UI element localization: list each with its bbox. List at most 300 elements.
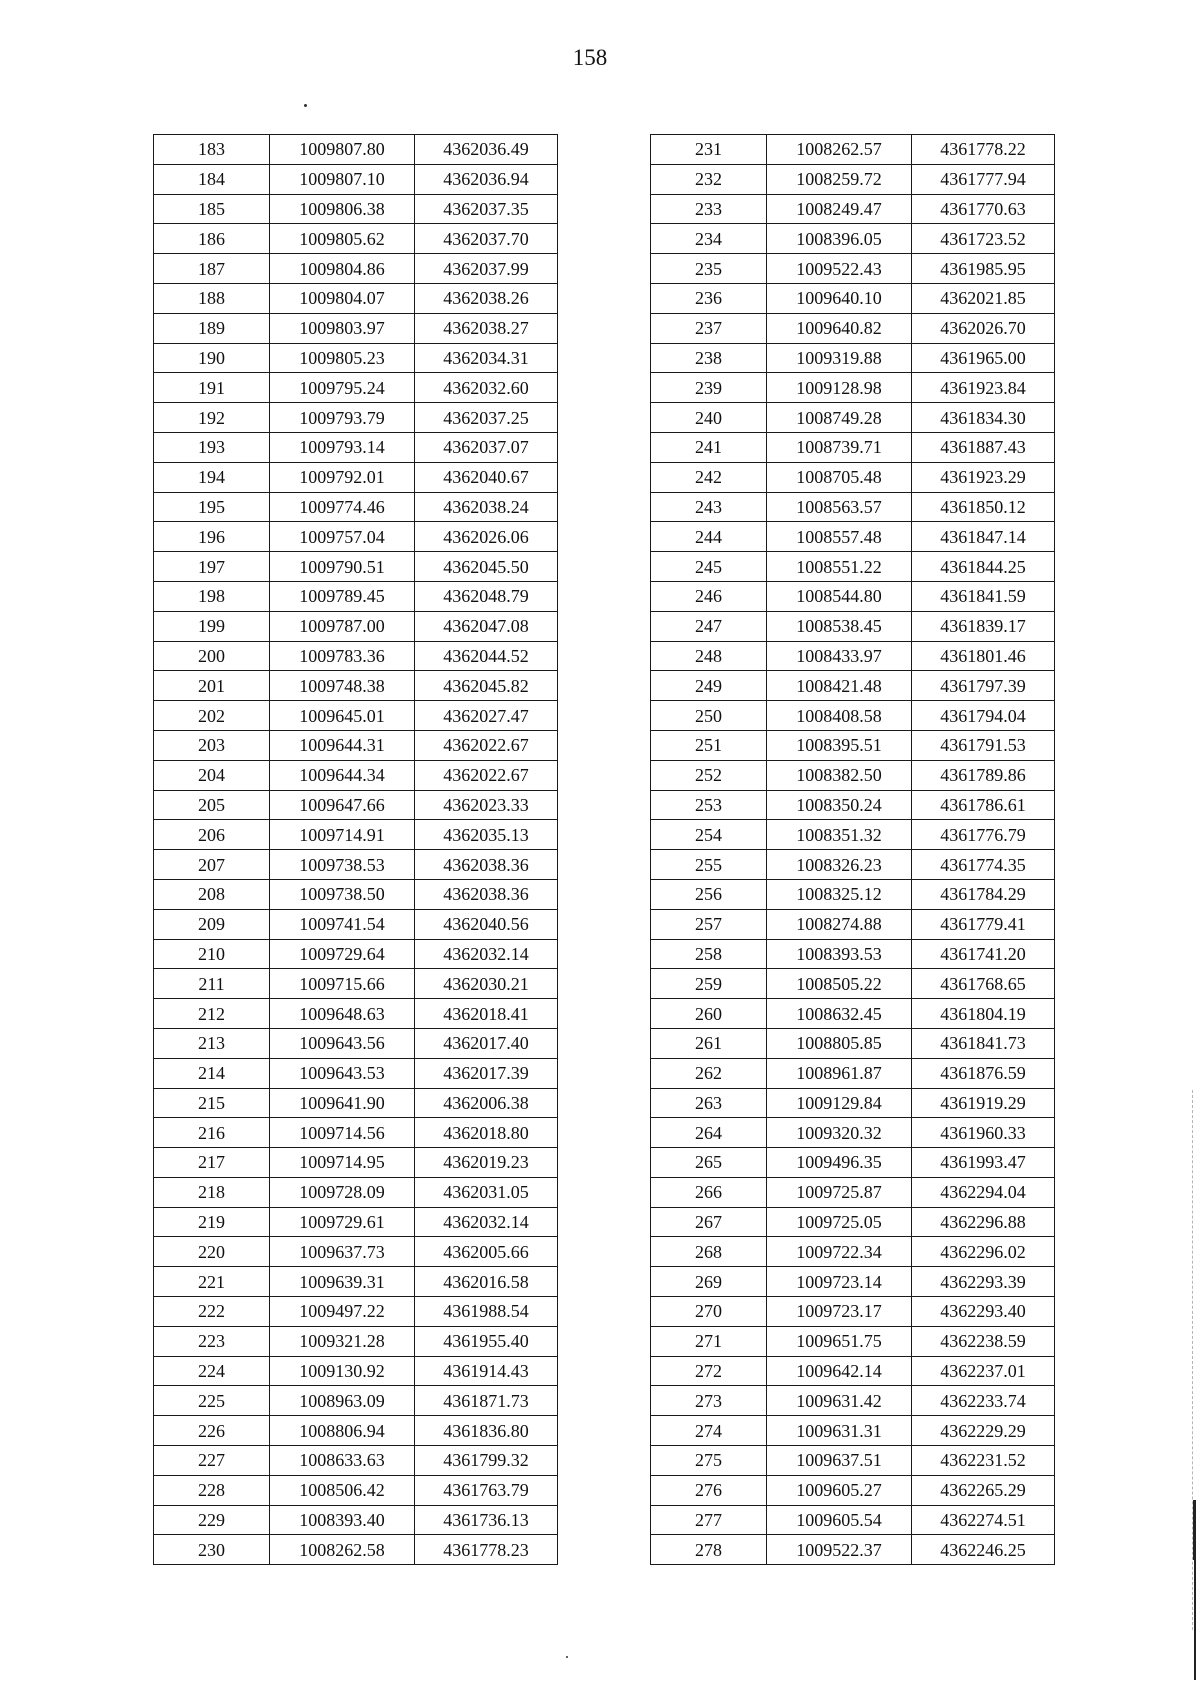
- table-row: [154, 194, 558, 224]
- y-coordinate-cell: 4362026.06: [415, 522, 558, 552]
- y-coordinate-cell: 4361741.20: [912, 939, 1055, 969]
- x-coordinate-cell: 1008544.80: [767, 581, 912, 611]
- x-coordinate-cell: 1009631.42: [767, 1386, 912, 1416]
- point-number-cell: 205: [154, 790, 270, 820]
- x-coordinate-cell: 1008326.23: [767, 850, 912, 880]
- y-coordinate-cell: 4361778.22: [912, 135, 1055, 165]
- point-number-cell: 271: [651, 1326, 767, 1356]
- x-coordinate-cell: 1009129.84: [767, 1088, 912, 1118]
- point-number-cell: 275: [651, 1446, 767, 1476]
- table-row: [651, 1475, 1055, 1505]
- table-row: [651, 432, 1055, 462]
- x-coordinate-cell: 1009783.36: [270, 641, 415, 671]
- point-number-cell: 273: [651, 1386, 767, 1416]
- table-row: [651, 1505, 1055, 1535]
- point-number-cell: 220: [154, 1237, 270, 1267]
- y-coordinate-cell: 4362044.52: [415, 641, 558, 671]
- x-coordinate-cell: 1009644.31: [270, 730, 415, 760]
- table-row: [154, 730, 558, 760]
- x-coordinate-cell: 1008506.42: [270, 1475, 415, 1505]
- y-coordinate-cell: 4362233.74: [912, 1386, 1055, 1416]
- table-row: [651, 939, 1055, 969]
- x-coordinate-cell: 1008705.48: [767, 462, 912, 492]
- x-coordinate-cell: 1009790.51: [270, 552, 415, 582]
- point-number-cell: 217: [154, 1148, 270, 1178]
- point-number-cell: 251: [651, 730, 767, 760]
- y-coordinate-cell: 4361876.59: [912, 1058, 1055, 1088]
- point-number-cell: 252: [651, 760, 767, 790]
- point-number-cell: 249: [651, 671, 767, 701]
- y-coordinate-cell: 4361768.65: [912, 969, 1055, 999]
- point-number-cell: 206: [154, 820, 270, 850]
- x-coordinate-cell: 1009637.73: [270, 1237, 415, 1267]
- point-number-cell: 209: [154, 909, 270, 939]
- x-coordinate-cell: 1009792.01: [270, 462, 415, 492]
- x-coordinate-cell: 1009793.79: [270, 403, 415, 433]
- table-row: [154, 820, 558, 850]
- point-number-cell: 253: [651, 790, 767, 820]
- y-coordinate-cell: 4361965.00: [912, 343, 1055, 373]
- point-number-cell: 259: [651, 969, 767, 999]
- table-row: [651, 343, 1055, 373]
- x-coordinate-cell: 1009643.56: [270, 1028, 415, 1058]
- table-row: [154, 581, 558, 611]
- point-number-cell: 197: [154, 552, 270, 582]
- y-coordinate-cell: 4362038.26: [415, 283, 558, 313]
- table-row: [154, 1386, 558, 1416]
- table-row: [651, 999, 1055, 1029]
- table-row: [651, 641, 1055, 671]
- point-number-cell: 224: [154, 1356, 270, 1386]
- point-number-cell: 250: [651, 701, 767, 731]
- table-row: [154, 671, 558, 701]
- y-coordinate-cell: 4362040.56: [415, 909, 558, 939]
- x-coordinate-cell: 1009321.28: [270, 1326, 415, 1356]
- x-coordinate-cell: 1008350.24: [767, 790, 912, 820]
- table-row: [651, 1118, 1055, 1148]
- y-coordinate-cell: 4361988.54: [415, 1297, 558, 1327]
- table-row: [154, 1177, 558, 1207]
- x-coordinate-cell: 1009714.91: [270, 820, 415, 850]
- y-coordinate-cell: 4362047.08: [415, 611, 558, 641]
- point-number-cell: 189: [154, 313, 270, 343]
- point-number-cell: 237: [651, 313, 767, 343]
- table-row: [154, 403, 558, 433]
- y-coordinate-cell: 4361923.84: [912, 373, 1055, 403]
- x-coordinate-cell: 1009725.87: [767, 1177, 912, 1207]
- y-coordinate-cell: 4362032.14: [415, 1207, 558, 1237]
- y-coordinate-cell: 4361985.95: [912, 254, 1055, 284]
- x-coordinate-cell: 1009497.22: [270, 1297, 415, 1327]
- point-number-cell: 207: [154, 850, 270, 880]
- x-coordinate-cell: 1009728.09: [270, 1177, 415, 1207]
- table-row: [651, 373, 1055, 403]
- y-coordinate-cell: 4362032.14: [415, 939, 558, 969]
- y-coordinate-cell: 4362045.82: [415, 671, 558, 701]
- table-row: [651, 611, 1055, 641]
- point-number-cell: 215: [154, 1088, 270, 1118]
- table-row: [154, 790, 558, 820]
- y-coordinate-cell: 4361791.53: [912, 730, 1055, 760]
- x-coordinate-cell: 1008632.45: [767, 999, 912, 1029]
- y-coordinate-cell: 4362035.13: [415, 820, 558, 850]
- table-row: [651, 224, 1055, 254]
- table-row: [651, 522, 1055, 552]
- y-coordinate-cell: 4362293.40: [912, 1297, 1055, 1327]
- y-coordinate-cell: 4361774.35: [912, 850, 1055, 880]
- y-coordinate-cell: 4361801.46: [912, 641, 1055, 671]
- x-coordinate-cell: 1009651.75: [767, 1326, 912, 1356]
- y-coordinate-cell: 4361955.40: [415, 1326, 558, 1356]
- coordinates-table-left: [153, 134, 558, 1565]
- x-coordinate-cell: 1008551.22: [767, 552, 912, 582]
- table-row: [154, 611, 558, 641]
- x-coordinate-cell: 1009641.90: [270, 1088, 415, 1118]
- x-coordinate-cell: 1009522.43: [767, 254, 912, 284]
- x-coordinate-cell: 1008351.32: [767, 820, 912, 850]
- y-coordinate-cell: 4361789.86: [912, 760, 1055, 790]
- point-number-cell: 210: [154, 939, 270, 969]
- x-coordinate-cell: 1009738.50: [270, 879, 415, 909]
- point-number-cell: 240: [651, 403, 767, 433]
- x-coordinate-cell: 1008395.51: [767, 730, 912, 760]
- y-coordinate-cell: 4362006.38: [415, 1088, 558, 1118]
- y-coordinate-cell: 4361778.23: [415, 1535, 558, 1565]
- point-number-cell: 183: [154, 135, 270, 165]
- table-row: [154, 1237, 558, 1267]
- y-coordinate-cell: 4362038.27: [415, 313, 558, 343]
- table-row: [651, 581, 1055, 611]
- y-coordinate-cell: 4361923.29: [912, 462, 1055, 492]
- y-coordinate-cell: 4362031.05: [415, 1177, 558, 1207]
- table-row: [651, 850, 1055, 880]
- x-coordinate-cell: 1008806.94: [270, 1416, 415, 1446]
- x-coordinate-cell: 1009787.00: [270, 611, 415, 641]
- y-coordinate-cell: 4362022.67: [415, 760, 558, 790]
- table-row: [651, 909, 1055, 939]
- table-row: [651, 1237, 1055, 1267]
- point-number-cell: 242: [651, 462, 767, 492]
- table-row: [651, 1326, 1055, 1356]
- point-number-cell: 192: [154, 403, 270, 433]
- x-coordinate-cell: 1008433.97: [767, 641, 912, 671]
- x-coordinate-cell: 1009723.17: [767, 1297, 912, 1327]
- table-row: [651, 1267, 1055, 1297]
- x-coordinate-cell: 1008325.12: [767, 879, 912, 909]
- y-coordinate-cell: 4362045.50: [415, 552, 558, 582]
- x-coordinate-cell: 1009715.66: [270, 969, 415, 999]
- x-coordinate-cell: 1009639.31: [270, 1267, 415, 1297]
- x-coordinate-cell: 1009805.23: [270, 343, 415, 373]
- x-coordinate-cell: 1009725.05: [767, 1207, 912, 1237]
- x-coordinate-cell: 1009714.95: [270, 1148, 415, 1178]
- y-coordinate-cell: 4362026.70: [912, 313, 1055, 343]
- point-number-cell: 213: [154, 1028, 270, 1058]
- y-coordinate-cell: 4362018.80: [415, 1118, 558, 1148]
- point-number-cell: 264: [651, 1118, 767, 1148]
- x-coordinate-cell: 1008739.71: [767, 432, 912, 462]
- x-coordinate-cell: 1009128.98: [767, 373, 912, 403]
- point-number-cell: 254: [651, 820, 767, 850]
- x-coordinate-cell: 1009807.10: [270, 164, 415, 194]
- point-number-cell: 231: [651, 135, 767, 165]
- point-number-cell: 230: [154, 1535, 270, 1565]
- y-coordinate-cell: 4362036.94: [415, 164, 558, 194]
- x-coordinate-cell: 1008557.48: [767, 522, 912, 552]
- y-coordinate-cell: 4362023.33: [415, 790, 558, 820]
- point-number-cell: 226: [154, 1416, 270, 1446]
- point-number-cell: 260: [651, 999, 767, 1029]
- y-coordinate-cell: 4361919.29: [912, 1088, 1055, 1118]
- table-row: [651, 701, 1055, 731]
- table-row: [651, 283, 1055, 313]
- x-coordinate-cell: 1009522.37: [767, 1535, 912, 1565]
- y-coordinate-cell: 4362005.66: [415, 1237, 558, 1267]
- x-coordinate-cell: 1008633.63: [270, 1446, 415, 1476]
- y-coordinate-cell: 4361841.73: [912, 1028, 1055, 1058]
- table-row: [154, 999, 558, 1029]
- point-number-cell: 263: [651, 1088, 767, 1118]
- point-number-cell: 201: [154, 671, 270, 701]
- point-number-cell: 276: [651, 1475, 767, 1505]
- table-row: [154, 909, 558, 939]
- table-row: [651, 1177, 1055, 1207]
- y-coordinate-cell: 4362037.07: [415, 432, 558, 462]
- x-coordinate-cell: 1008262.58: [270, 1535, 415, 1565]
- table-row: [651, 492, 1055, 522]
- point-number-cell: 256: [651, 879, 767, 909]
- table-row: [154, 492, 558, 522]
- y-coordinate-cell: 4362293.39: [912, 1267, 1055, 1297]
- table-row: [651, 969, 1055, 999]
- point-number-cell: 200: [154, 641, 270, 671]
- x-coordinate-cell: 1009738.53: [270, 850, 415, 880]
- y-coordinate-cell: 4362040.67: [415, 462, 558, 492]
- table-row: [651, 1535, 1055, 1565]
- table-row: [154, 283, 558, 313]
- point-number-cell: 262: [651, 1058, 767, 1088]
- table-row: [154, 1446, 558, 1476]
- x-coordinate-cell: 1008262.57: [767, 135, 912, 165]
- point-number-cell: 228: [154, 1475, 270, 1505]
- table-row: [154, 1475, 558, 1505]
- x-coordinate-cell: 1009631.31: [767, 1416, 912, 1446]
- y-coordinate-cell: 4361723.52: [912, 224, 1055, 254]
- point-number-cell: 255: [651, 850, 767, 880]
- point-number-cell: 211: [154, 969, 270, 999]
- y-coordinate-cell: 4362021.85: [912, 283, 1055, 313]
- y-coordinate-cell: 4362037.99: [415, 254, 558, 284]
- point-number-cell: 196: [154, 522, 270, 552]
- table-row: [154, 1148, 558, 1178]
- table-row: [154, 641, 558, 671]
- point-number-cell: 203: [154, 730, 270, 760]
- x-coordinate-cell: 1009723.14: [767, 1267, 912, 1297]
- point-number-cell: 184: [154, 164, 270, 194]
- table-row: [651, 1386, 1055, 1416]
- y-coordinate-cell: 4362238.59: [912, 1326, 1055, 1356]
- table-row: [154, 552, 558, 582]
- table-row: [154, 432, 558, 462]
- coordinates-table-right: [650, 134, 1055, 1565]
- y-coordinate-cell: 4361887.43: [912, 432, 1055, 462]
- y-coordinate-cell: 4361960.33: [912, 1118, 1055, 1148]
- x-coordinate-cell: 1008408.58: [767, 701, 912, 731]
- table-row: [651, 1088, 1055, 1118]
- scan-edge-artifact: [1194, 1560, 1196, 1680]
- table-row: [651, 552, 1055, 582]
- x-coordinate-cell: 1008396.05: [767, 224, 912, 254]
- y-coordinate-cell: 4361770.63: [912, 194, 1055, 224]
- table-row: [154, 135, 558, 165]
- x-coordinate-cell: 1008805.85: [767, 1028, 912, 1058]
- y-coordinate-cell: 4361804.19: [912, 999, 1055, 1029]
- table-row: [154, 254, 558, 284]
- y-coordinate-cell: 4362019.23: [415, 1148, 558, 1178]
- x-coordinate-cell: 1008382.50: [767, 760, 912, 790]
- y-coordinate-cell: 4362231.52: [912, 1446, 1055, 1476]
- y-coordinate-cell: 4362017.40: [415, 1028, 558, 1058]
- x-coordinate-cell: 1009722.34: [767, 1237, 912, 1267]
- y-coordinate-cell: 4362038.36: [415, 879, 558, 909]
- y-coordinate-cell: 4361839.17: [912, 611, 1055, 641]
- y-coordinate-cell: 4362037.70: [415, 224, 558, 254]
- point-number-cell: 258: [651, 939, 767, 969]
- table-row: [651, 671, 1055, 701]
- point-number-cell: 235: [651, 254, 767, 284]
- table-row: [651, 1416, 1055, 1446]
- y-coordinate-cell: 4362038.24: [415, 492, 558, 522]
- x-coordinate-cell: 1009806.38: [270, 194, 415, 224]
- x-coordinate-cell: 1009640.82: [767, 313, 912, 343]
- point-number-cell: 221: [154, 1267, 270, 1297]
- table-row: [651, 313, 1055, 343]
- y-coordinate-cell: 4362037.35: [415, 194, 558, 224]
- x-coordinate-cell: 1009774.46: [270, 492, 415, 522]
- table-row: [154, 1028, 558, 1058]
- y-coordinate-cell: 4361841.59: [912, 581, 1055, 611]
- point-number-cell: 239: [651, 373, 767, 403]
- table-row: [651, 760, 1055, 790]
- point-number-cell: 245: [651, 552, 767, 582]
- table-row: [651, 462, 1055, 492]
- table-row: [154, 1088, 558, 1118]
- x-coordinate-cell: 1009644.34: [270, 760, 415, 790]
- table-row: [651, 1028, 1055, 1058]
- table-row: [651, 730, 1055, 760]
- point-number-cell: 232: [651, 164, 767, 194]
- point-number-cell: 241: [651, 432, 767, 462]
- table-row: [651, 1297, 1055, 1327]
- table-row: [651, 1207, 1055, 1237]
- x-coordinate-cell: 1009319.88: [767, 343, 912, 373]
- table-row: [651, 254, 1055, 284]
- y-coordinate-cell: 4362032.60: [415, 373, 558, 403]
- x-coordinate-cell: 1008563.57: [767, 492, 912, 522]
- y-coordinate-cell: 4361836.80: [415, 1416, 558, 1446]
- point-number-cell: 223: [154, 1326, 270, 1356]
- table-row: [154, 1505, 558, 1535]
- point-number-cell: 199: [154, 611, 270, 641]
- table-row: [154, 1326, 558, 1356]
- point-number-cell: 222: [154, 1297, 270, 1327]
- x-coordinate-cell: 1009714.56: [270, 1118, 415, 1148]
- y-coordinate-cell: 4362229.29: [912, 1416, 1055, 1446]
- page-number: 158: [572, 45, 608, 70]
- point-number-cell: 248: [651, 641, 767, 671]
- y-coordinate-cell: 4362265.29: [912, 1475, 1055, 1505]
- point-number-cell: 198: [154, 581, 270, 611]
- x-coordinate-cell: 1009757.04: [270, 522, 415, 552]
- point-number-cell: 216: [154, 1118, 270, 1148]
- table-row: [154, 1297, 558, 1327]
- y-coordinate-cell: 4362037.25: [415, 403, 558, 433]
- point-number-cell: 243: [651, 492, 767, 522]
- y-coordinate-cell: 4361850.12: [912, 492, 1055, 522]
- x-coordinate-cell: 1008961.87: [767, 1058, 912, 1088]
- y-coordinate-cell: 4361993.47: [912, 1148, 1055, 1178]
- y-coordinate-cell: 4361776.79: [912, 820, 1055, 850]
- x-coordinate-cell: 1009741.54: [270, 909, 415, 939]
- point-number-cell: 225: [154, 1386, 270, 1416]
- y-coordinate-cell: 4362237.01: [912, 1356, 1055, 1386]
- point-number-cell: 227: [154, 1446, 270, 1476]
- y-coordinate-cell: 4361797.39: [912, 671, 1055, 701]
- x-coordinate-cell: 1009640.10: [767, 283, 912, 313]
- x-coordinate-cell: 1008249.47: [767, 194, 912, 224]
- table-row: [154, 1058, 558, 1088]
- point-number-cell: 219: [154, 1207, 270, 1237]
- y-coordinate-cell: 4362017.39: [415, 1058, 558, 1088]
- scan-speck: [566, 1656, 568, 1658]
- y-coordinate-cell: 4362034.31: [415, 343, 558, 373]
- y-coordinate-cell: 4362048.79: [415, 581, 558, 611]
- point-number-cell: 257: [651, 909, 767, 939]
- x-coordinate-cell: 1008963.09: [270, 1386, 415, 1416]
- x-coordinate-cell: 1009642.14: [767, 1356, 912, 1386]
- x-coordinate-cell: 1009320.32: [767, 1118, 912, 1148]
- point-number-cell: 236: [651, 283, 767, 313]
- table-body: [154, 135, 558, 1565]
- point-number-cell: 268: [651, 1237, 767, 1267]
- x-coordinate-cell: 1009496.35: [767, 1148, 912, 1178]
- scan-edge-artifact: [1193, 1500, 1196, 1560]
- table-row: [154, 522, 558, 552]
- point-number-cell: 272: [651, 1356, 767, 1386]
- point-number-cell: 278: [651, 1535, 767, 1565]
- y-coordinate-cell: 4361784.29: [912, 879, 1055, 909]
- table-row: [651, 194, 1055, 224]
- point-number-cell: 266: [651, 1177, 767, 1207]
- x-coordinate-cell: 1009637.51: [767, 1446, 912, 1476]
- point-number-cell: 212: [154, 999, 270, 1029]
- y-coordinate-cell: 4362296.02: [912, 1237, 1055, 1267]
- point-number-cell: 246: [651, 581, 767, 611]
- x-coordinate-cell: 1009648.63: [270, 999, 415, 1029]
- y-coordinate-cell: 4362038.36: [415, 850, 558, 880]
- y-coordinate-cell: 4361844.25: [912, 552, 1055, 582]
- table-row: [651, 164, 1055, 194]
- point-number-cell: 187: [154, 254, 270, 284]
- point-number-cell: 186: [154, 224, 270, 254]
- point-number-cell: 193: [154, 432, 270, 462]
- y-coordinate-cell: 4362027.47: [415, 701, 558, 731]
- point-number-cell: 274: [651, 1416, 767, 1446]
- table-row: [154, 1118, 558, 1148]
- point-number-cell: 261: [651, 1028, 767, 1058]
- table-row: [154, 969, 558, 999]
- x-coordinate-cell: 1009729.64: [270, 939, 415, 969]
